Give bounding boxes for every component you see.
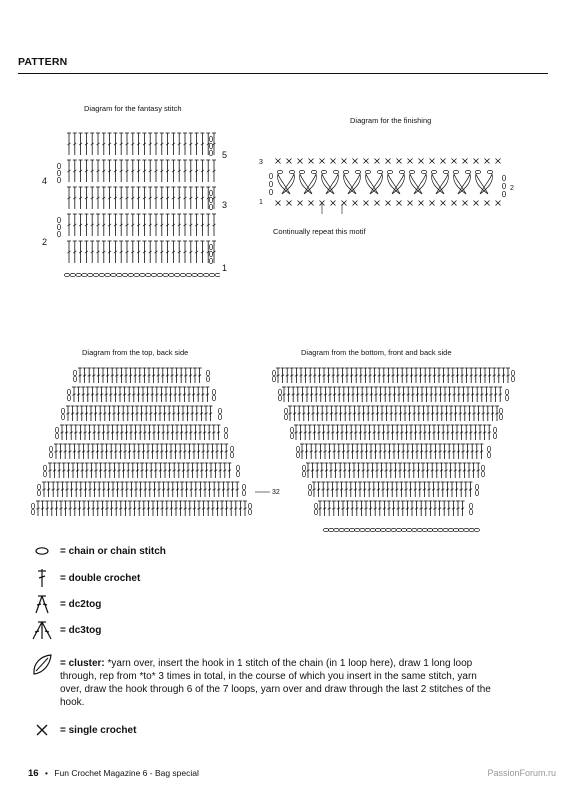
legend-double-crochet	[30, 568, 140, 588]
bottom-diagram	[270, 364, 525, 536]
fantasy-stitch-diagram	[55, 125, 220, 290]
publication-name: Fun Crochet Magazine 6 - Bag special	[54, 768, 199, 778]
page-footer	[28, 768, 199, 779]
legend-term-dc3tog: = dc3tog	[60, 625, 102, 636]
legend-dc3tog	[30, 620, 101, 640]
legend-dc2tog	[30, 594, 101, 614]
legend-term-chain: = chain or chain stitch	[60, 546, 166, 557]
dc3tog-icon	[30, 620, 54, 640]
page-number: 16	[28, 768, 39, 779]
watermark: PassionForum.ru	[487, 768, 556, 778]
cluster-icon	[30, 653, 54, 677]
chain-icon	[30, 545, 54, 557]
legend-term-dc2tog: = dc2tog	[60, 599, 102, 610]
top-back-caption: Diagram from the top, back side	[82, 348, 189, 357]
legend-single-crochet	[30, 723, 136, 737]
finishing-caption: Diagram for the finishing	[350, 116, 432, 125]
legend-desc-cluster: *yarn over, insert the hook in 1 stitch of the chain (in 1 loop here), draw 1 long loop through, rep from *to* 3 times in total, in the course of which you insert in the same stitch, yarn over, draw the hook through 6 of the 7 loops, yarn over and draw through the last 2 stitches of the hook.	[60, 658, 491, 708]
fantasy-row-label-3: 3	[222, 200, 228, 210]
finishing-row-label-3: 3	[259, 159, 263, 166]
fantasy-row-label-5: 5	[222, 150, 228, 160]
top-back-row-label: 32	[272, 489, 280, 496]
fantasy-row-label-1: 1	[222, 263, 228, 273]
legend-term-single-crochet: = single crochet	[60, 725, 137, 736]
finishing-row-label-2: 2	[510, 185, 514, 192]
fantasy-caption: Diagram for the fantasy stitch	[84, 104, 182, 113]
double-crochet-icon	[30, 568, 54, 588]
fantasy-row-label-2: 2	[42, 237, 48, 247]
header-rule	[18, 73, 548, 74]
section-title: PATTERN	[18, 56, 68, 68]
legend-chain	[30, 545, 166, 558]
dc2tog-icon	[30, 594, 54, 614]
legend-term-double-crochet: = double crochet	[60, 573, 141, 584]
finishing-row-label-1: 1	[259, 199, 263, 206]
single-crochet-icon	[30, 723, 54, 737]
footer-bullet: •	[44, 768, 48, 778]
finishing-diagram	[266, 152, 511, 214]
finishing-note: Continually repeat this motif	[273, 227, 366, 236]
legend-term-cluster: = cluster:	[60, 658, 105, 669]
fantasy-row-label-4: 4	[42, 176, 48, 186]
legend-cluster	[30, 653, 500, 709]
bottom-caption: Diagram from the bottom, front and back side	[301, 348, 452, 357]
top-back-diagram	[18, 364, 273, 534]
